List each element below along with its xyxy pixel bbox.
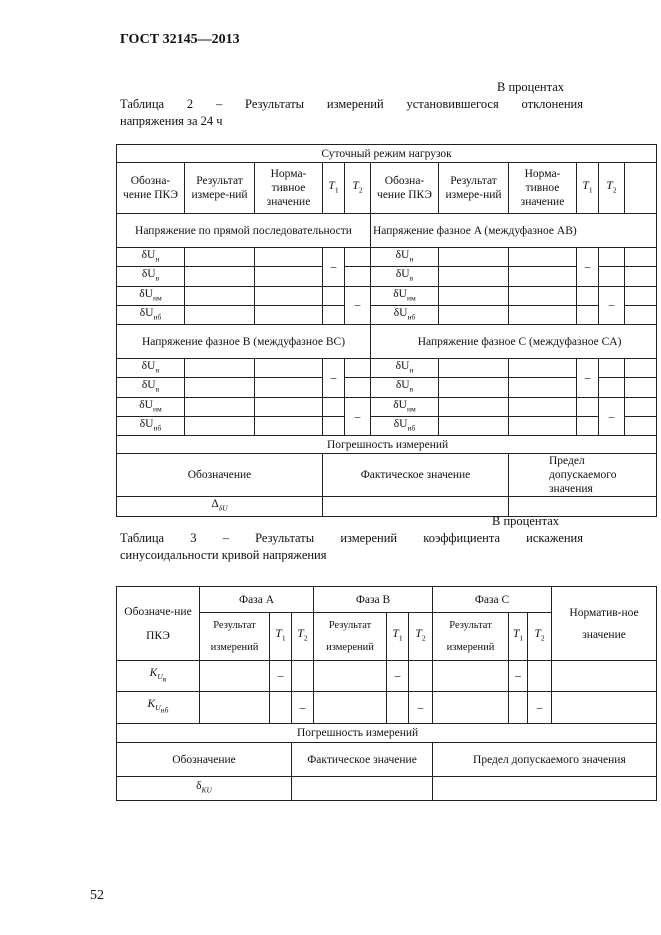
table2-cell — [255, 305, 323, 324]
table3-dash: – — [270, 661, 292, 692]
table2-col-t2-2: $T_2$ — [599, 163, 625, 214]
table2-cell — [509, 286, 577, 305]
table3-err-col-actual: Фактическое значение — [292, 743, 433, 777]
table2-param-dunm: $\delta U_{нм}$ — [117, 397, 185, 416]
table3-col-t1-c: $T_1$ — [509, 613, 528, 661]
table3-col-result-b: Результат измерений — [314, 613, 387, 661]
table2-cell — [185, 359, 255, 378]
table3-caption-line1: Таблица 3 – Результаты измерений коэффициента искажения — [120, 531, 583, 545]
table2-col-t1: $T_1$ — [323, 163, 345, 214]
table2-cell — [577, 286, 599, 305]
table2-cell — [323, 305, 345, 324]
table2-err-col-actual: Фактическое значение — [323, 454, 509, 497]
table3-cell — [270, 692, 292, 724]
table2-cell — [439, 305, 509, 324]
table3-col-result-a: Результат измерений — [200, 613, 270, 661]
table2-cell — [345, 359, 371, 378]
table2-cell — [599, 248, 625, 267]
table2-col-extra — [625, 163, 657, 214]
table2-cell — [509, 397, 577, 416]
table2-cell — [255, 286, 323, 305]
table2-section-positive: Напряжение по прямой последовательности — [117, 214, 371, 248]
table2-cell — [439, 417, 509, 436]
table2-cell — [509, 267, 577, 286]
table2-mode-header: Суточный режим нагрузок — [117, 145, 657, 163]
table2-cell — [625, 267, 657, 286]
table3-col-t2-a: $T_2$ — [292, 613, 314, 661]
table2-cell — [185, 248, 255, 267]
table2-cell — [625, 359, 657, 378]
table3-err-symbol: $\delta_{KU}$ — [117, 777, 292, 801]
table2-cell — [185, 305, 255, 324]
table2-cell — [185, 417, 255, 436]
table2-param-dunb: $\delta U_{нб}$ — [371, 305, 439, 324]
table2-param-dunm: $\delta U_{нм}$ — [117, 286, 185, 305]
table3-units: В процентах — [492, 514, 559, 528]
table2-cell — [509, 417, 577, 436]
table2-cell — [509, 305, 577, 324]
table2-cell — [345, 267, 371, 286]
table3-cell — [292, 661, 314, 692]
table2-err-symbol: $\Delta_{\delta U}$ — [117, 497, 323, 516]
table2-col-normative: Норма-тивное значение — [255, 163, 323, 214]
table2-err-actual-value — [323, 497, 509, 516]
table2-cell — [345, 248, 371, 267]
table3-col-t2-c: $T_2$ — [528, 613, 552, 661]
document-header: ГОСТ 32145—2013 — [120, 32, 240, 47]
table2-param-duv: $\delta U_в$ — [117, 378, 185, 397]
table2-param-duv: $\delta U_в$ — [371, 378, 439, 397]
table2-caption-line1: Таблица 2 – Результаты измерений установившегося отклонения — [120, 97, 583, 111]
table3-param-kunb: $K_{U_{нб}}$ — [117, 692, 200, 724]
table2-col-designation: Обозна-чение ПКЭ — [117, 163, 185, 214]
table2-cell — [185, 286, 255, 305]
table3-err-limit-value — [433, 777, 657, 801]
table3-cell — [387, 692, 409, 724]
table2-cell — [509, 359, 577, 378]
table3-col-t1-b: $T_1$ — [387, 613, 409, 661]
table3-cell — [314, 692, 387, 724]
table2-cell — [577, 417, 599, 436]
table2-cell — [625, 248, 657, 267]
table2-cell — [439, 267, 509, 286]
table2-cell — [255, 417, 323, 436]
table3-cell — [200, 692, 270, 724]
table2-cell — [323, 397, 345, 416]
table2-param-duv: $\delta U_в$ — [371, 267, 439, 286]
table2-cell — [625, 286, 657, 305]
page-number: 52 — [90, 888, 104, 903]
table2-section-phase-b: Напряжение фазное B (междуфазное BC) — [117, 325, 371, 359]
table2-cell — [625, 417, 657, 436]
table2-dash: – — [577, 248, 599, 287]
table3-dash: – — [387, 661, 409, 692]
table2-cell — [509, 248, 577, 267]
table3-cell — [409, 661, 433, 692]
table2-param-duv: $\delta U_в$ — [117, 267, 185, 286]
table2 — [116, 144, 657, 517]
table2-dash: – — [323, 359, 345, 398]
table3-caption-line2: синусоидальности кривой напряжения — [120, 548, 327, 562]
table2-cell — [323, 286, 345, 305]
table2-param-dunm: $\delta U_{нм}$ — [371, 286, 439, 305]
table3-param-kuv: $K_{U_в}$ — [117, 661, 200, 692]
table3-cell — [552, 692, 657, 724]
table2-col-result-2: Результат измере-ний — [439, 163, 509, 214]
table2-section-phase-c: Напряжение фазное C (междуфазное CA) — [371, 325, 657, 359]
table3 — [116, 586, 657, 801]
table2-param-dunb: $\delta U_{нб}$ — [117, 305, 185, 324]
table2-caption — [120, 96, 583, 130]
table2-cell — [625, 378, 657, 397]
table2-cell — [255, 267, 323, 286]
table2-cell — [439, 248, 509, 267]
table3-phase-c: Фаза C — [433, 587, 552, 613]
table2-cell — [185, 397, 255, 416]
table2-cell — [345, 378, 371, 397]
table3-error-title: Погрешность измерений — [117, 724, 657, 743]
table3-dash: – — [509, 661, 528, 692]
table3-phase-a: Фаза A — [200, 587, 314, 613]
table3-cell — [509, 692, 528, 724]
table2-cell — [625, 397, 657, 416]
table2-dash: – — [323, 248, 345, 287]
table2-cell — [599, 378, 625, 397]
table3-dash: – — [528, 692, 552, 724]
table3-col-normative: Норматив-ное значение — [552, 587, 657, 661]
table2-param-dun: $\delta U_н$ — [117, 248, 185, 267]
table2-param-dunb: $\delta U_{нб}$ — [371, 417, 439, 436]
table3-err-col-designation: Обозначение — [117, 743, 292, 777]
table3-phase-b: Фаза B — [314, 587, 433, 613]
table2-clip — [115, 144, 633, 513]
table2-param-dun: $\delta U_н$ — [117, 359, 185, 378]
table2-err-col-limit: Предел допускаемого значения — [509, 454, 657, 497]
table2-cell — [439, 286, 509, 305]
table3-dash: – — [292, 692, 314, 724]
table2-cell — [255, 397, 323, 416]
table3-cell — [552, 661, 657, 692]
table3-cell — [528, 661, 552, 692]
table2-dash: – — [577, 359, 599, 398]
table2-col-designation-2: Обозна-чение ПКЭ — [371, 163, 439, 214]
table2-cell — [577, 305, 599, 324]
table3-cell — [433, 661, 509, 692]
table2-cell — [439, 397, 509, 416]
table2-cell — [439, 359, 509, 378]
table3-col-t2-b: $T_2$ — [409, 613, 433, 661]
table3-dash: – — [409, 692, 433, 724]
table2-cell — [509, 378, 577, 397]
table2-units: В процентах — [497, 80, 564, 94]
table2-cell — [599, 359, 625, 378]
table2-col-t1-2: $T_1$ — [577, 163, 599, 214]
table2-cell — [185, 267, 255, 286]
table3-err-actual-value — [292, 777, 433, 801]
table3-col-result-c: Результат измерений — [433, 613, 509, 661]
table2-cell — [439, 378, 509, 397]
table2-cell — [625, 305, 657, 324]
table2-param-dunm: $\delta U_{нм}$ — [371, 397, 439, 416]
table2-cell — [255, 359, 323, 378]
table2-cell — [577, 397, 599, 416]
table2-param-dunb: $\delta U_{нб}$ — [117, 417, 185, 436]
table3-clip — [115, 586, 639, 812]
table2-col-t2: $T_2$ — [345, 163, 371, 214]
table2-dash: – — [345, 286, 371, 325]
table3-col-designation: Обозначе-ние ПКЭ — [117, 587, 200, 661]
table2-cell — [255, 378, 323, 397]
table2-dash: – — [345, 397, 371, 436]
table2-section-phase-a: Напряжение фазное A (междуфазное AB) — [371, 214, 657, 248]
table3-err-col-limit: Предел допускаемого значения — [433, 743, 657, 777]
table2-error-title: Погрешность измерений — [117, 436, 657, 454]
table2-param-dun: $\delta U_н$ — [371, 359, 439, 378]
table2-cell — [255, 248, 323, 267]
table2-col-normative-2: Норма-тивное значение — [509, 163, 577, 214]
table2-cell — [323, 417, 345, 436]
table3-cell — [433, 692, 509, 724]
table2-dash: – — [599, 397, 625, 436]
table2-err-col-designation: Обозначение — [117, 454, 323, 497]
table2-dash: – — [599, 286, 625, 325]
table3-cell — [314, 661, 387, 692]
table3-cell — [200, 661, 270, 692]
table3-caption — [120, 530, 583, 564]
table2-cell — [185, 378, 255, 397]
table3-col-t1-a: $T_1$ — [270, 613, 292, 661]
table2-cell — [599, 267, 625, 286]
table2-param-dun: $\delta U_н$ — [371, 248, 439, 267]
table2-caption-line2: напряжения за 24 ч — [120, 114, 223, 128]
table2-col-result: Результат измере-ний — [185, 163, 255, 214]
